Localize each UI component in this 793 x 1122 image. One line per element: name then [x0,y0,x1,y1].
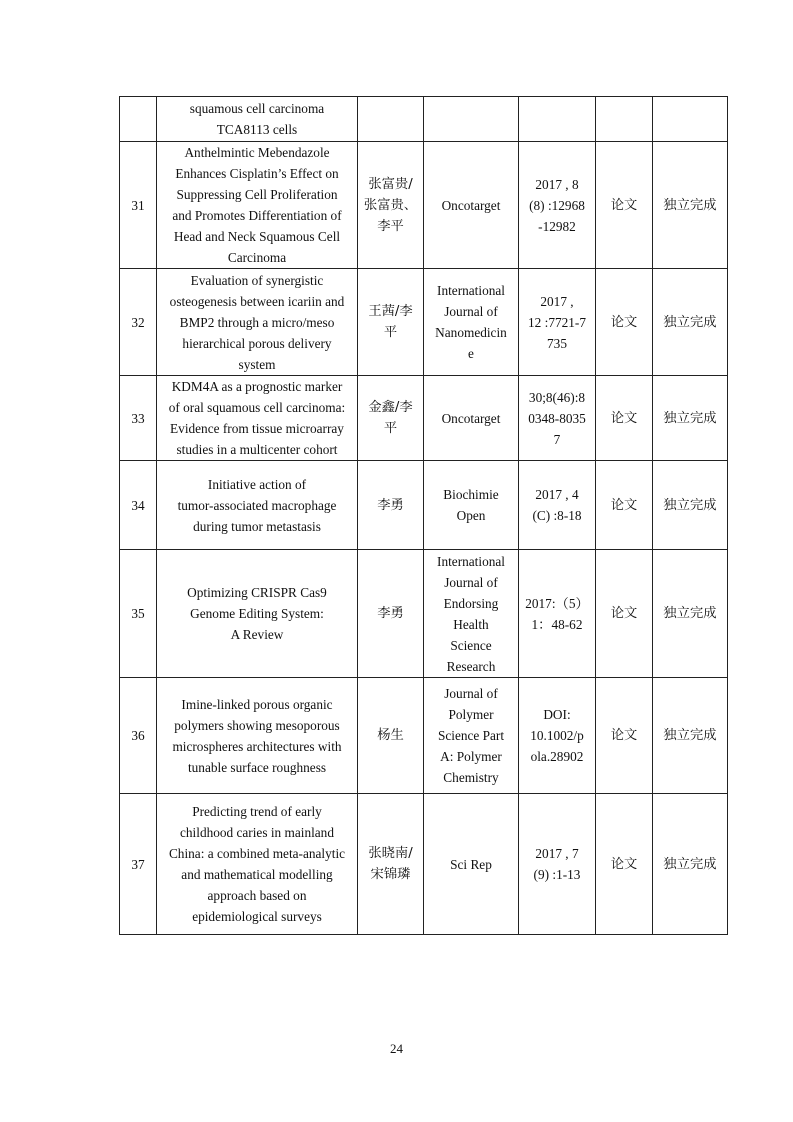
publications-table [119,96,728,935]
journal: International Journal of Nanomedicin e [424,269,519,376]
row-number: 36 [120,678,157,794]
authors: 李勇 [358,550,424,678]
volume-pages: 2017 , 12 :7721-7 735 [519,269,596,376]
paper-title: Imine-linked porous organic polymers showing mesoporous microspheres architectures with tunable surface roughness [157,678,358,794]
authors: 王茜/李 平 [358,269,424,376]
publication-type: 论文 [596,269,653,376]
authors: 李勇 [358,461,424,550]
journal [424,97,519,142]
paper-title: Optimizing CRISPR Cas9 Genome Editing System: A Review [157,550,358,678]
publication-type: 论文 [596,142,653,269]
completion-status: 独立完成 [653,376,728,461]
paper-title: Predicting trend of early childhood caries in mainland China: a combined meta-analytic and mathematical modelling approach based on epidemiological surveys [157,794,358,935]
row-number: 32 [120,269,157,376]
row-number: 35 [120,550,157,678]
authors: 张富贵/ 张富贵、 李平 [358,142,424,269]
paper-title: Initiative action of tumor-associated macrophage during tumor metastasis [157,461,358,550]
publication-type: 论文 [596,794,653,935]
publication-type: 论文 [596,550,653,678]
row-number: 33 [120,376,157,461]
volume-pages: 2017 , 7 (9) :1-13 [519,794,596,935]
table-row [120,376,728,461]
volume-pages: 2017 , 4 (C) :8-18 [519,461,596,550]
paper-title: KDM4A as a prognostic marker of oral squamous cell carcinoma: Evidence from tissue microarray studies in a multicenter cohort [157,376,358,461]
authors: 金鑫/李 平 [358,376,424,461]
publication-type: 论文 [596,376,653,461]
authors [358,97,424,142]
table-row [120,678,728,794]
journal: Oncotarget [424,142,519,269]
journal: Journal of Polymer Science Part A: Polymer Chemistry [424,678,519,794]
paper-title: squamous cell carcinoma TCA8113 cells [157,97,358,142]
table-row [120,269,728,376]
paper-title: Evaluation of synergistic osteogenesis between icariin and BMP2 through a micro/meso hierarchical porous delivery system [157,269,358,376]
row-number: 37 [120,794,157,935]
journal: Sci Rep [424,794,519,935]
completion-status: 独立完成 [653,678,728,794]
volume-pages: 2017 , 8 (8) :12968 -12982 [519,142,596,269]
row-number: 34 [120,461,157,550]
table-row [120,97,728,142]
journal: Biochimie Open [424,461,519,550]
volume-pages: DOI: 10.1002/p ola.28902 [519,678,596,794]
completion-status: 独立完成 [653,794,728,935]
publication-type [596,97,653,142]
table-row [120,461,728,550]
completion-status: 独立完成 [653,269,728,376]
table-row [120,142,728,269]
row-number [120,97,157,142]
completion-status: 独立完成 [653,142,728,269]
table-row [120,550,728,678]
volume-pages [519,97,596,142]
row-number: 31 [120,142,157,269]
volume-pages: 30;8(46):8 0348-8035 7 [519,376,596,461]
journal: International Journal of Endorsing Health Science Research [424,550,519,678]
paper-title: Anthelmintic Mebendazole Enhances Cisplatin’s Effect on Suppressing Cell Proliferation and Promotes Differentiation of Head and Neck Squamous Cell Carcinoma [157,142,358,269]
volume-pages: 2017:（5） 1：48-62 [519,550,596,678]
completion-status: 独立完成 [653,550,728,678]
authors: 张晓南/ 宋锦璘 [358,794,424,935]
publication-type: 论文 [596,461,653,550]
completion-status [653,97,728,142]
page-number: 24 [390,1041,403,1056]
publication-type: 论文 [596,678,653,794]
table-row [120,794,728,935]
journal: Oncotarget [424,376,519,461]
authors: 杨生 [358,678,424,794]
completion-status: 独立完成 [653,461,728,550]
